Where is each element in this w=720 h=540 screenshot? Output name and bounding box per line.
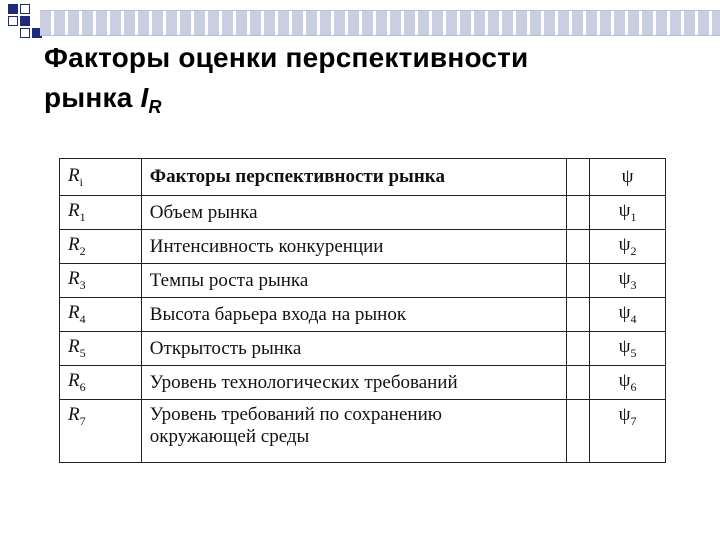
title-line-2-prefix: рынка — [44, 82, 141, 113]
title-symbol: I — [140, 82, 149, 113]
column-gap — [567, 159, 590, 196]
header-bar — [40, 10, 720, 36]
title-line-1: Факторы оценки перспективности — [44, 42, 529, 73]
header-factor: Факторы перспективности рынка — [141, 159, 566, 196]
table-row — [60, 366, 666, 400]
row-psi: $\psi_4$ — [590, 298, 666, 332]
header-psi: ψ — [590, 159, 666, 196]
title-subscript: R — [148, 97, 162, 117]
column-gap — [567, 196, 590, 230]
column-gap — [567, 264, 590, 298]
row-psi: $\psi_7$ — [590, 400, 666, 463]
row-r: $R_1$ — [60, 196, 142, 230]
decor-square — [20, 28, 30, 38]
column-gap — [567, 400, 590, 463]
decor-square — [20, 4, 30, 14]
row-r: $R_6$ — [60, 366, 142, 400]
row-factor: Объем рынка — [141, 196, 566, 230]
column-gap — [567, 298, 590, 332]
table-header-row — [60, 159, 666, 196]
row-r: $R_7$ — [60, 400, 142, 463]
header-r: $R_i$ — [60, 159, 142, 196]
row-r: $R_2$ — [60, 230, 142, 264]
table-row — [60, 230, 666, 264]
table-row — [60, 332, 666, 366]
row-factor: Открытость рынка — [141, 332, 566, 366]
decor-square — [20, 16, 30, 26]
row-r: $R_4$ — [60, 298, 142, 332]
table-row — [60, 298, 666, 332]
column-gap — [567, 366, 590, 400]
row-factor: Уровень технологических требований — [141, 366, 566, 400]
row-psi: $\psi_1$ — [590, 196, 666, 230]
row-factor: Высота барьера входа на рынок — [141, 298, 566, 332]
decor-square — [8, 4, 18, 14]
factors-table — [59, 158, 666, 463]
row-psi: $\psi_5$ — [590, 332, 666, 366]
decor-square — [8, 16, 18, 26]
slide-title — [44, 38, 684, 127]
table-row — [60, 196, 666, 230]
row-psi: $\psi_3$ — [590, 264, 666, 298]
row-psi: $\psi_6$ — [590, 366, 666, 400]
row-factor: Уровень требований по сохранению окружающей среды — [141, 400, 566, 463]
row-r: $R_5$ — [60, 332, 142, 366]
table-row — [60, 400, 666, 463]
column-gap — [567, 332, 590, 366]
row-factor: Интенсивность конкуренции — [141, 230, 566, 264]
row-r: $R_3$ — [60, 264, 142, 298]
table-row — [60, 264, 666, 298]
row-factor: Темпы роста рынка — [141, 264, 566, 298]
column-gap — [567, 230, 590, 264]
row-psi: $\psi_2$ — [590, 230, 666, 264]
